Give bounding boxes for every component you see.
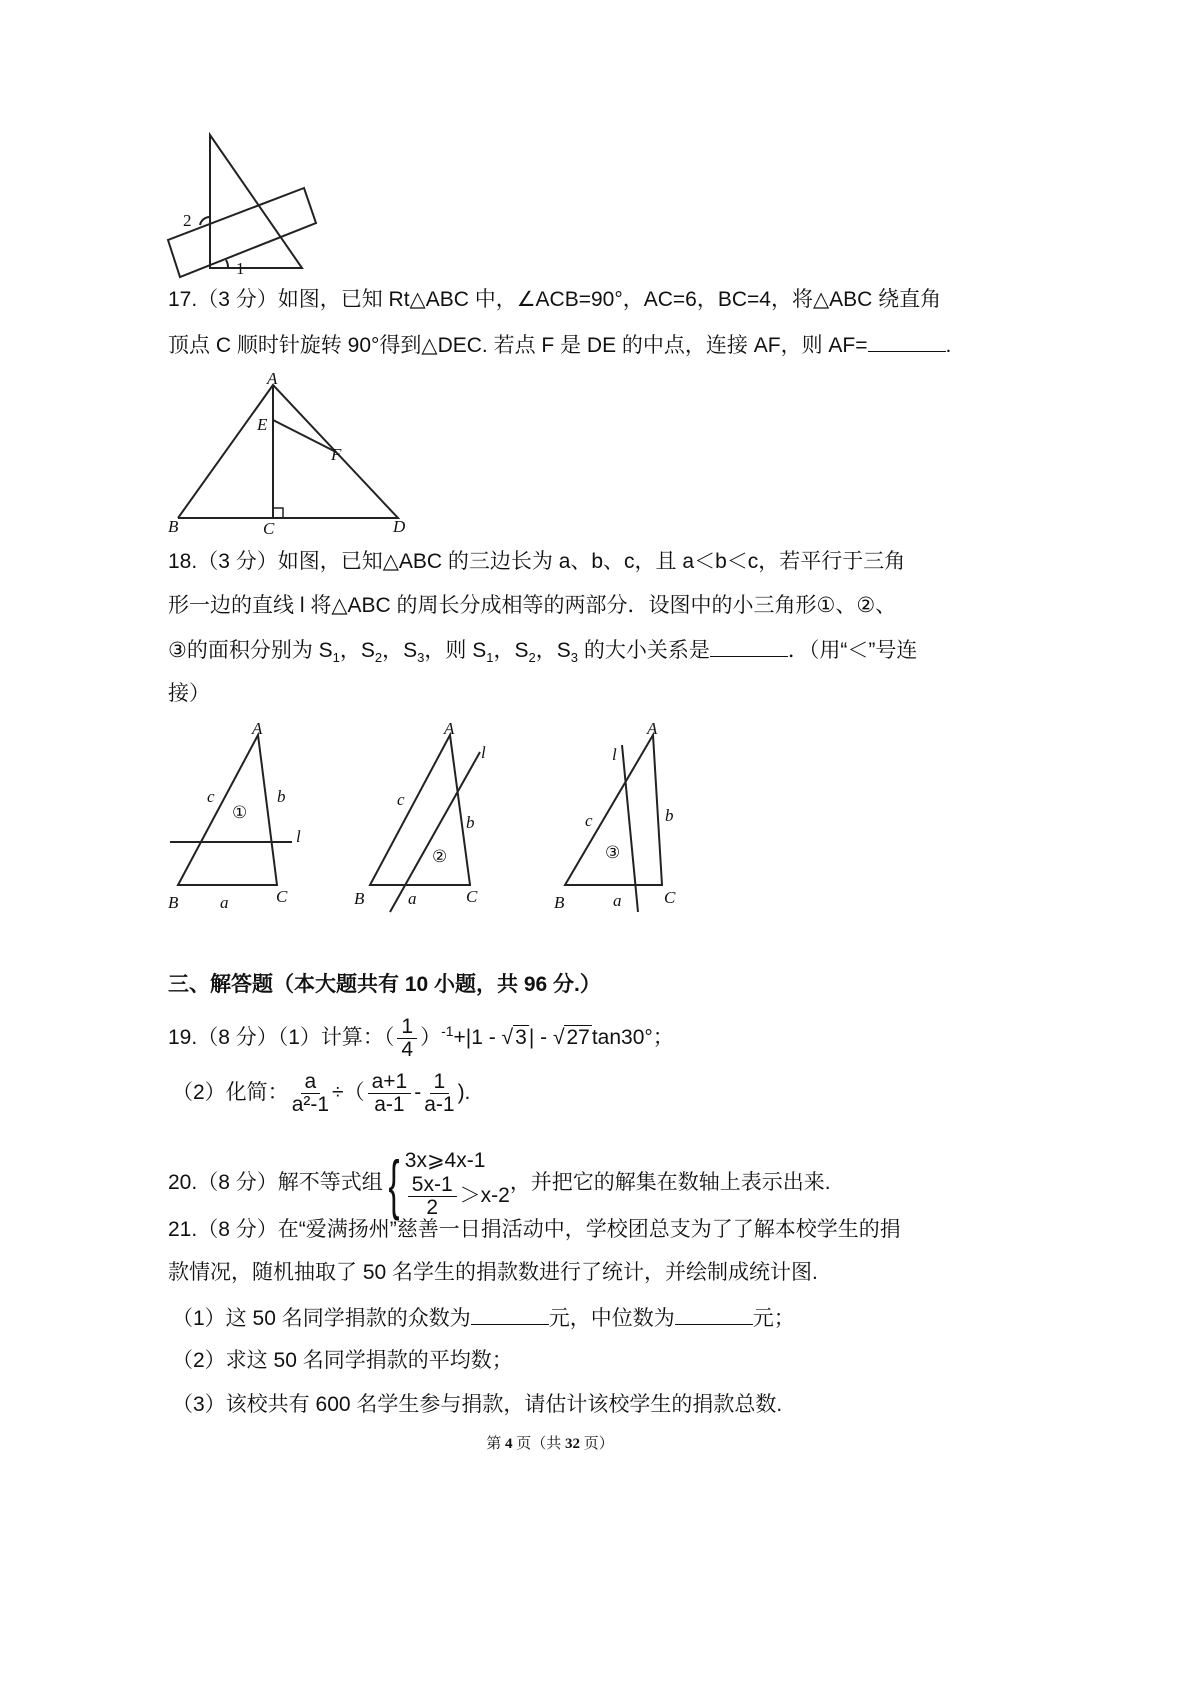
- text: tan30°；: [591, 1026, 674, 1050]
- denominator: 4: [401, 1038, 414, 1061]
- sqrt-3: 3: [515, 1026, 527, 1050]
- label-a-vertex: A: [252, 719, 263, 738]
- text: 页）: [580, 1436, 614, 1452]
- text: 19.（8 分）（1）计算：（: [168, 1026, 395, 1050]
- sub: 2: [374, 650, 383, 666]
- figure-q18-3: [554, 719, 676, 912]
- right-angle-mark: [273, 508, 283, 518]
- text: ).: [457, 1081, 471, 1105]
- label-b-side: b: [466, 813, 475, 832]
- label-d: D: [393, 517, 406, 536]
- text: 20.（8 分）解不等式组: [168, 1171, 383, 1195]
- q18-line-1: 18.（3 分）如图，已知△ABC 的三边长为 a、b、c，且 a＜b＜c，若平行于三角: [168, 550, 906, 573]
- label-l: l: [296, 827, 301, 846]
- triangle: [178, 735, 277, 885]
- label-b: B: [168, 517, 179, 536]
- q19-part-2: [172, 1071, 470, 1116]
- fraction: [368, 1071, 412, 1116]
- sqrt-27: 27: [566, 1026, 590, 1050]
- line-l: [622, 745, 638, 912]
- q20: [168, 1148, 831, 1219]
- brace: {: [388, 1146, 400, 1221]
- region-mark: ②: [432, 847, 448, 866]
- inequality-system: [405, 1148, 510, 1219]
- region-mark: ①: [232, 803, 248, 822]
- label-c-vertex: C: [466, 887, 478, 906]
- fraction: [408, 1174, 457, 1219]
- numerator: a: [301, 1071, 321, 1094]
- text: ，则 S: [424, 639, 487, 662]
- q21-part-1: [172, 1304, 795, 1333]
- q18-line-3: [168, 636, 917, 672]
- q21-part-3: （3）该校共有 600 名学生参与捐款，请估计该校学生的捐款总数.: [172, 1393, 783, 1416]
- numerator: 1: [397, 1016, 417, 1039]
- fraction: [397, 1016, 417, 1061]
- text: 第: [486, 1436, 505, 1452]
- inequality-1: 3x⩾4x-1: [404, 1149, 486, 1172]
- label-l: l: [612, 745, 617, 764]
- triangle: [370, 735, 470, 885]
- segment-ef: [273, 420, 336, 452]
- text: （1）这 50 名同学捐款的众数为: [172, 1307, 471, 1330]
- fraction: [424, 1071, 454, 1116]
- triangle-abd: [178, 385, 398, 518]
- figure-q18-2: [354, 719, 486, 912]
- text: ，S: [339, 639, 375, 662]
- text: ，S: [535, 639, 571, 662]
- label-a-side: a: [408, 889, 417, 908]
- text: ）: [420, 1026, 442, 1050]
- label-c-side: c: [397, 790, 405, 809]
- text: ．（用“＜”号连: [787, 639, 918, 662]
- label-e: E: [257, 415, 268, 434]
- answer-blank: [868, 331, 946, 352]
- total-pages: 32: [565, 1436, 580, 1452]
- text: ，S: [382, 639, 418, 662]
- label-c-side: c: [207, 787, 215, 806]
- text: ＞x-2: [459, 1184, 510, 1208]
- label-b-side: b: [665, 806, 674, 825]
- figure-q17: [168, 369, 406, 538]
- label-c-side: c: [585, 811, 593, 830]
- numerator: 1: [430, 1071, 450, 1094]
- denominator: 2: [426, 1196, 439, 1219]
- q19-part-1: 19.（8 分）（1）计算：（ $\frac{1}{4}$ ）$^{-1}$+|1 - √3| - √27tan30°；: [168, 1015, 674, 1061]
- figure-q16: [168, 135, 316, 278]
- q17-line-1: 17.（3 分）如图，已知 Rt△ABC 中，∠ACB=90°，AC=6，BC=4，将△ABC 绕直角: [168, 288, 942, 311]
- denominator: a-1: [424, 1093, 455, 1116]
- label-a-vertex: A: [647, 719, 658, 738]
- q17-text: 顶点 C 顺时针旋转 90°得到△DEC. 若点 F 是 DE 的中点，连接 AF，则 AF=: [168, 334, 868, 357]
- text: 元，中位数为: [548, 1307, 675, 1330]
- sub: 1: [332, 650, 340, 666]
- text: 页（共: [512, 1436, 565, 1452]
- label-b-vertex: B: [354, 889, 365, 908]
- section-heading: 三、解答题（本大题共有 10 小题，共 96 分.）: [168, 973, 601, 996]
- text: +|1 -: [453, 1026, 502, 1050]
- denominator: a²-1: [291, 1093, 330, 1116]
- label-a-side: a: [613, 891, 622, 910]
- label-c-vertex: C: [664, 888, 676, 907]
- answer-blank: [675, 1304, 753, 1325]
- label-c-vertex: C: [276, 887, 288, 906]
- sub: 3: [417, 650, 425, 666]
- q17-period: .: [945, 334, 952, 357]
- text: -: [414, 1081, 422, 1105]
- angle-label-2: 2: [183, 211, 192, 230]
- exponent: -1: [441, 1023, 454, 1040]
- answer-blank: [471, 1304, 549, 1325]
- q18-line-2: 形一边的直线 l 将△ABC 的周长分成相等的两部分．设图中的小三角形①、②、: [168, 594, 897, 617]
- text: ÷（: [332, 1081, 365, 1105]
- q21-part-2: （2）求这 50 名同学捐款的平均数；: [172, 1349, 513, 1372]
- label-f: F: [331, 445, 342, 464]
- triangle: [210, 135, 302, 268]
- text: 元；: [752, 1307, 795, 1330]
- inequality-2: [405, 1174, 510, 1219]
- label-a: A: [267, 369, 278, 388]
- angle-label-1: 1: [236, 259, 245, 278]
- numerator: 5x-1: [408, 1174, 457, 1197]
- q21-line-1: 21.（8 分）在“爱满扬州”慈善一日捐活动中，学校团总支为了了解本校学生的捐: [168, 1218, 901, 1241]
- sub: 3: [570, 650, 578, 666]
- answer-blank: [710, 636, 788, 657]
- label-b-vertex: B: [168, 893, 179, 912]
- angle-1-arc: [226, 260, 228, 268]
- label-a-vertex: A: [444, 719, 455, 738]
- q17-line-2: [168, 331, 951, 360]
- q21-line-2: 款情况，随机抽取了 50 名学生的捐款数进行了统计，并绘制成统计图.: [168, 1261, 818, 1284]
- label-l: l: [481, 743, 486, 762]
- text: 的大小关系是: [583, 639, 710, 662]
- text: ，并把它的解集在数轴上表示出来.: [509, 1171, 831, 1195]
- text: ，S: [493, 639, 529, 662]
- label-c: C: [263, 519, 275, 538]
- denominator: a-1: [374, 1093, 405, 1116]
- figure-q18-1: [168, 719, 301, 912]
- region-mark: ③: [605, 843, 621, 862]
- sub: 2: [528, 650, 536, 666]
- page-footer: [0, 1432, 1100, 1453]
- text: ③的面积分别为 S: [168, 639, 333, 662]
- text: | -: [528, 1026, 553, 1050]
- sub: 1: [486, 650, 494, 666]
- label-a-side: a: [220, 893, 229, 912]
- text: （2）化简：: [172, 1081, 289, 1105]
- label-b-vertex: B: [554, 893, 565, 912]
- page-number: 4: [504, 1436, 513, 1452]
- label-b-side: b: [277, 787, 286, 806]
- numerator: a+1: [368, 1071, 412, 1094]
- q18-line-4: 接）: [168, 682, 210, 705]
- fraction: [292, 1071, 329, 1116]
